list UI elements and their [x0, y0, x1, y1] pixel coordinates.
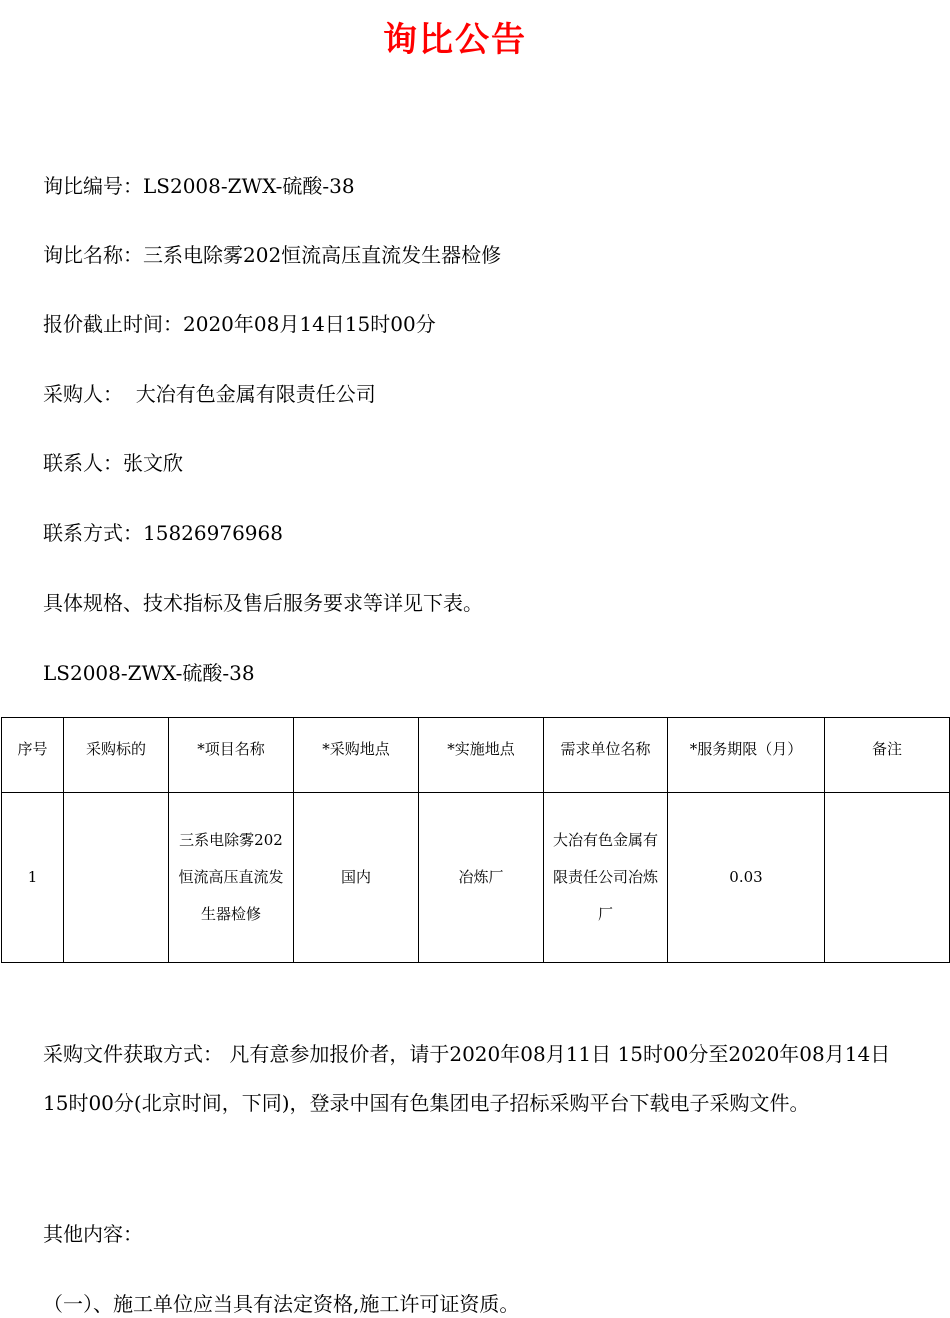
header-cell: 采购标的	[64, 718, 169, 793]
contact-person: 联系人：张文欣	[43, 451, 183, 475]
header-cell: 需求单位名称	[544, 718, 668, 793]
cell-subject	[64, 793, 169, 963]
cell-service-period: 0.03	[668, 793, 825, 963]
other-content-item: （一）、施工单位应当具有法定资格,施工许可证资质。	[43, 1292, 520, 1316]
cell-number: 1	[2, 793, 64, 963]
header-cell: 备注	[825, 718, 950, 793]
cell-implementation-place: 冶炼厂	[419, 793, 544, 963]
quote-deadline: 报价截止时间：2020年08月14日15时00分	[43, 312, 436, 336]
table-reference-code: LS2008-ZWX-硫酸-38	[43, 661, 255, 685]
header-cell: *服务期限（月）	[668, 718, 825, 793]
table-header-row	[2, 718, 950, 793]
header-cell: *采购地点	[294, 718, 419, 793]
inquiry-code: 询比编号：LS2008-ZWX-硫酸-38	[43, 174, 355, 198]
purchaser: 采购人： 大冶有色金属有限责任公司	[43, 382, 376, 406]
header-cell: *实施地点	[419, 718, 544, 793]
header-cell: 序号	[2, 718, 64, 793]
other-content-heading: 其他内容：	[43, 1222, 143, 1246]
cell-remark	[825, 793, 950, 963]
inquiry-name: 询比名称：三系电除雾202恒流高压直流发生器检修	[43, 243, 502, 267]
details-note: 具体规格、技术指标及售后服务要求等详见下表。	[43, 591, 483, 615]
contact-phone: 联系方式：15826976968	[43, 521, 283, 545]
cell-project-name: 三系电除雾202恒流高压直流发生器检修	[169, 793, 294, 963]
acquisition-method: 采购文件获取方式： 凡有意参加报价者，请于2020年08月11日 15时00分至2020年08月14日 15时00分(北京时间，下同)，登录中国有色集团电子招标采购平台下载电子采购文件。	[43, 1042, 891, 1115]
cell-purchase-place: 国内	[294, 793, 419, 963]
header-cell: *项目名称	[169, 718, 294, 793]
specification-table	[1, 717, 950, 963]
page-title: 询比公告	[383, 20, 527, 60]
cell-demand-unit: 大冶有色金属有限责任公司冶炼厂	[544, 793, 668, 963]
table-row	[2, 793, 950, 963]
